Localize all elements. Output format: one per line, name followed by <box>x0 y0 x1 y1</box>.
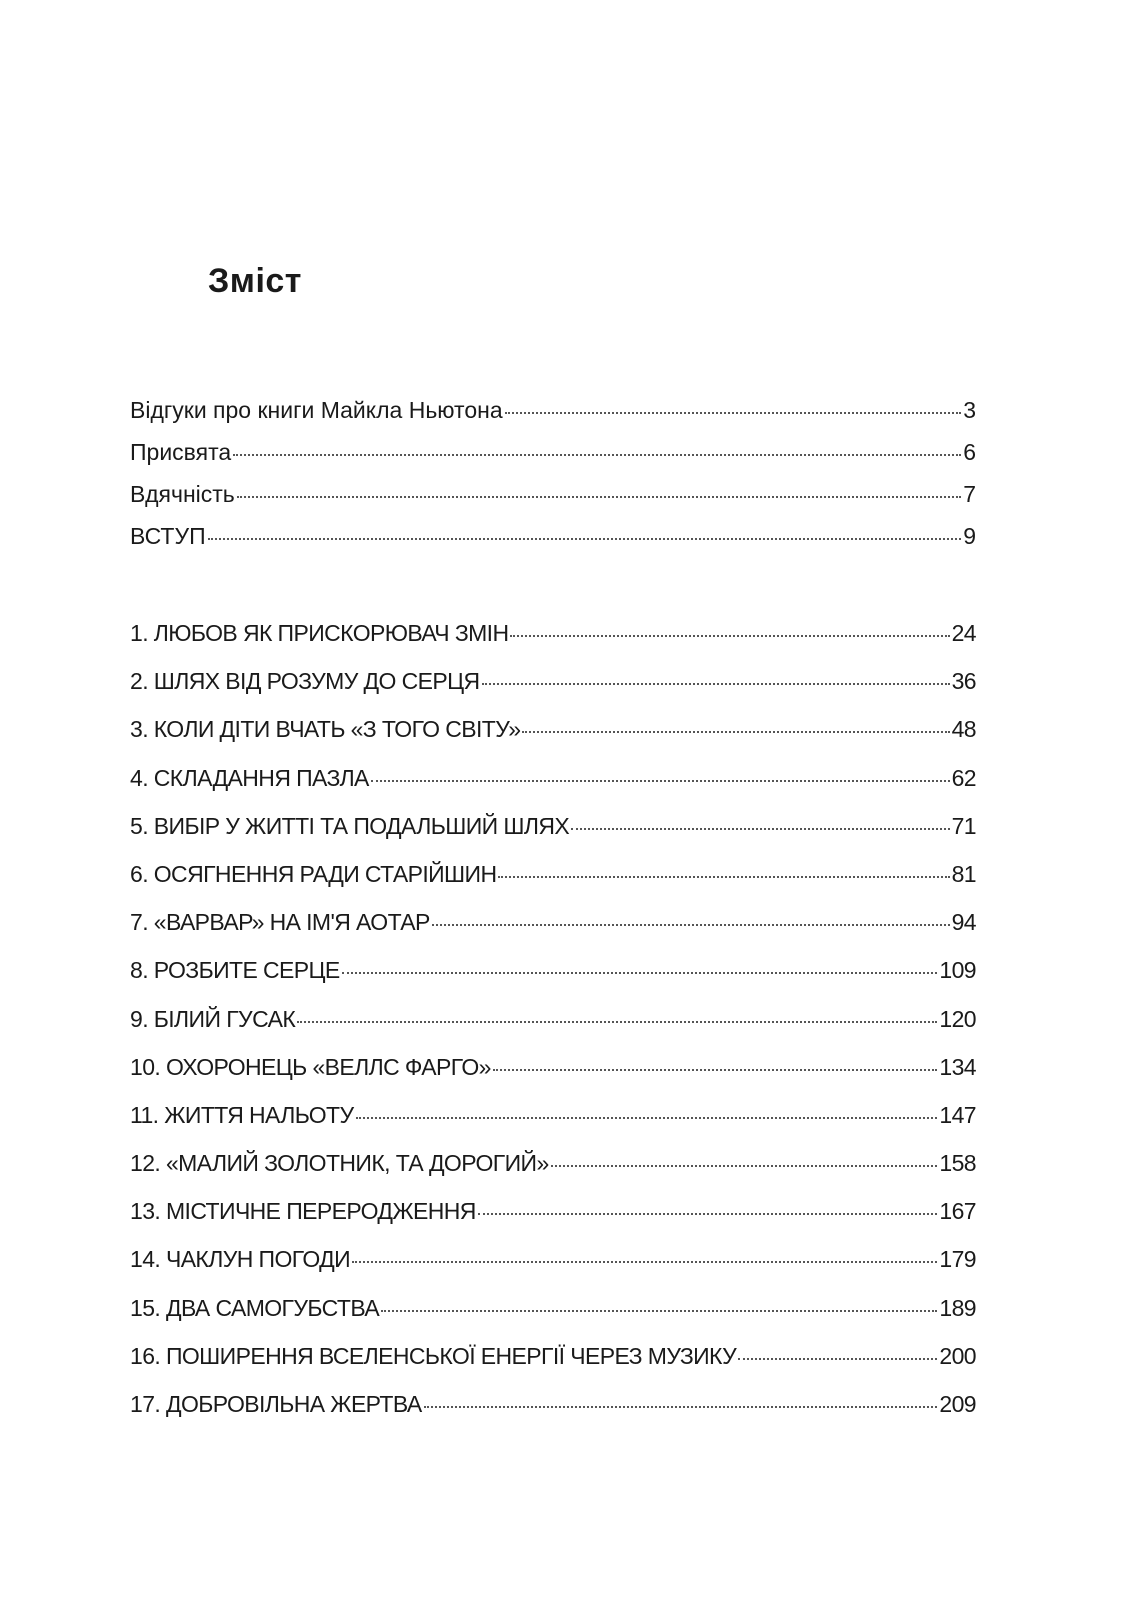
toc-entry-title: Вдячність <box>130 481 235 507</box>
toc-entry-page: 81 <box>951 860 976 887</box>
toc-entry <box>130 1187 976 1235</box>
toc-entry <box>130 431 976 473</box>
toc-entry-page: 158 <box>939 1150 976 1177</box>
toc-entry-page: 120 <box>939 1005 976 1032</box>
dot-leader <box>478 1213 938 1215</box>
toc-entry <box>130 389 976 431</box>
toc-entry-page: 94 <box>951 909 976 936</box>
toc-entry-title: Відгуки про книги Майкла Ньютона <box>130 397 503 423</box>
toc-entry <box>130 473 976 515</box>
dot-leader <box>424 1406 938 1408</box>
toc-entry-page: 134 <box>939 1053 976 1080</box>
toc-entry-title: ВСТУП <box>130 523 206 549</box>
toc-entry-page: 36 <box>951 668 976 695</box>
dot-leader <box>498 876 949 878</box>
dot-leader <box>233 454 961 456</box>
dot-leader <box>510 635 949 637</box>
toc-entry-title: 14. ЧАКЛУН ПОГОДИ <box>130 1246 351 1273</box>
toc-entry <box>130 946 976 994</box>
toc-entry-page: 24 <box>951 620 976 646</box>
toc-entry-page: 7 <box>963 481 976 507</box>
toc-entry-page: 147 <box>939 1101 976 1128</box>
toc-entry-page: 6 <box>963 439 976 465</box>
toc-entry-title: 13. МІСТИЧНЕ ПЕРЕРОДЖЕННЯ <box>130 1198 476 1225</box>
toc-entry-title: 4. СКЛАДАННЯ ПАЗЛА <box>130 764 369 791</box>
dot-leader <box>522 731 949 733</box>
toc-entry <box>130 995 976 1043</box>
dot-leader <box>342 972 938 974</box>
dot-leader <box>356 1117 938 1119</box>
toc-entry <box>130 1235 976 1283</box>
toc-entry-title: 9. БІЛИЙ ГУСАК <box>130 1005 296 1032</box>
toc-entry <box>130 1139 976 1187</box>
toc-entry-page: 109 <box>939 957 976 984</box>
toc-entry-title: 8. РОЗБИТЕ СЕРЦЕ <box>130 957 340 984</box>
toc-entry <box>130 850 976 898</box>
toc-entry-title: 1. ЛЮБОВ ЯК ПРИСКОРЮВАЧ ЗМІН <box>130 620 509 646</box>
dot-leader <box>371 780 950 782</box>
page-title: Зміст <box>208 262 302 300</box>
front-matter-list <box>130 389 976 557</box>
toc-entry-title: 15. ДВА САМОГУБСТВА <box>130 1294 380 1321</box>
toc-entry-title: 11. ЖИТТЯ НАЛЬОТУ <box>130 1101 354 1128</box>
toc-entry-page: 48 <box>951 716 976 743</box>
dot-leader <box>208 538 962 540</box>
toc-entry <box>130 898 976 946</box>
dot-leader <box>237 496 961 498</box>
dot-leader <box>381 1310 937 1312</box>
toc-entry <box>130 1284 976 1332</box>
toc-entry <box>130 609 976 657</box>
toc-entry-page: 71 <box>951 812 976 839</box>
toc-entry-title: 7. «ВАРВАР» НА ІМ'Я АОТАР <box>130 909 430 936</box>
toc-entry-title: 6. ОСЯГНЕННЯ РАДИ СТАРІЙШИН <box>130 860 497 887</box>
toc-entry <box>130 802 976 850</box>
dot-leader <box>505 412 962 414</box>
toc-entry-title: 16. ПОШИРЕННЯ ВСЕЛЕНСЬКОЇ ЕНЕРГІЇ ЧЕРЕЗ МУЗИКУ <box>130 1342 737 1369</box>
chapter-list <box>130 609 976 1428</box>
dot-leader <box>551 1165 938 1167</box>
dot-leader <box>493 1069 938 1071</box>
toc-entry-title: 2. ШЛЯХ ВІД РОЗУМУ ДО СЕРЦЯ <box>130 668 480 695</box>
dot-leader <box>297 1021 937 1023</box>
toc-entry-title: 3. КОЛИ ДІТИ ВЧАТЬ «З ТОГО СВІТУ» <box>130 716 521 743</box>
toc-entry-title: 12. «МАЛИЙ ЗОЛОТНИК, ТА ДОРОГИЙ» <box>130 1150 549 1177</box>
dot-leader <box>738 1358 937 1360</box>
toc-entry <box>130 1091 976 1139</box>
toc-entry-page: 179 <box>939 1246 976 1273</box>
toc-entry-title: Присвята <box>130 439 232 465</box>
toc-entry <box>130 705 976 753</box>
dot-leader <box>571 828 950 830</box>
toc-entry-title: 5. ВИБІР У ЖИТТІ ТА ПОДАЛЬШИЙ ШЛЯХ <box>130 812 570 839</box>
toc-entry-page: 189 <box>939 1294 976 1321</box>
toc-entry-title: 17. ДОБРОВІЛЬНА ЖЕРТВА <box>130 1391 422 1417</box>
toc-entry-page: 167 <box>939 1198 976 1225</box>
toc-entry-title: 10. ОХОРОНЕЦЬ «ВЕЛЛС ФАРГО» <box>130 1053 491 1080</box>
toc-entry-page: 9 <box>963 523 976 549</box>
toc-entry <box>130 657 976 705</box>
dot-leader <box>482 683 950 685</box>
toc-entry-page: 62 <box>951 764 976 791</box>
toc-entry <box>130 1043 976 1091</box>
dot-leader <box>352 1261 937 1263</box>
toc-entry-page: 209 <box>939 1391 976 1417</box>
toc-entry <box>130 1380 976 1428</box>
toc-entry <box>130 1332 976 1380</box>
toc-entry-page: 200 <box>939 1342 976 1369</box>
dot-leader <box>432 924 950 926</box>
toc-entry-page: 3 <box>963 397 976 423</box>
toc-entry <box>130 515 976 557</box>
toc-entry <box>130 754 976 802</box>
